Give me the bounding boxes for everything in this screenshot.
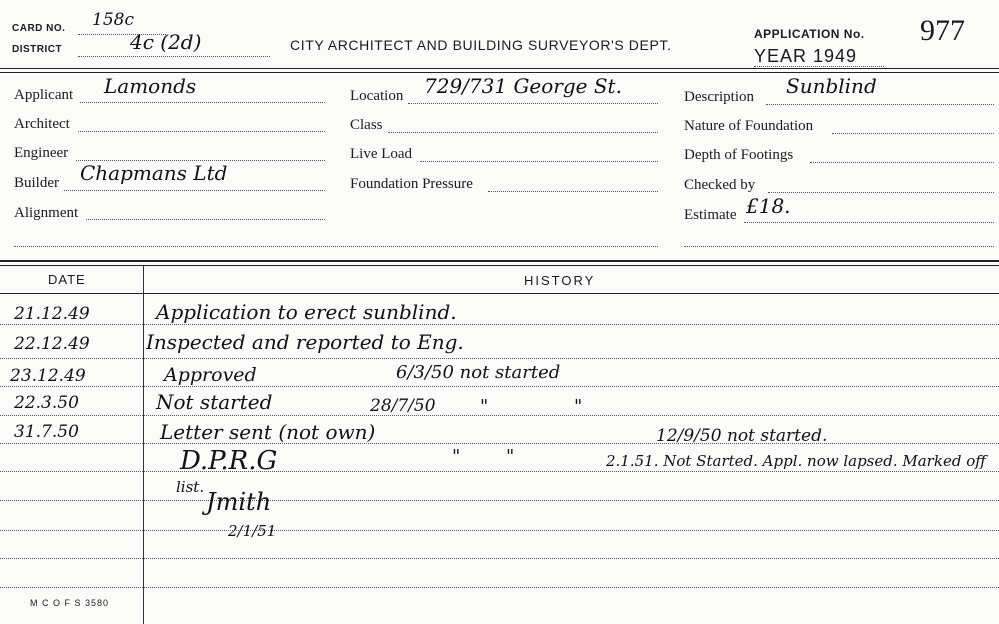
row-line: [0, 500, 999, 501]
engineer-label: Engineer: [14, 145, 69, 161]
applicant-label: Applicant: [14, 87, 74, 103]
row-line: [0, 386, 999, 387]
date-header: DATE: [48, 272, 86, 287]
depth-of-footings-line: [810, 162, 994, 163]
row-line: [0, 558, 999, 559]
row-line: [0, 324, 999, 325]
builder-value: Chapmans Ltd: [80, 161, 228, 185]
depth-of-footings-label: Depth of Footings: [684, 147, 794, 163]
class-label: Class: [350, 117, 383, 133]
history-date: 22.12.49: [14, 334, 90, 354]
checked-by-label: Checked by: [684, 177, 756, 193]
history-text: Application to erect sunblind.: [156, 300, 457, 324]
list-label: list.: [176, 478, 205, 496]
nature-of-foundation-label: Nature of Foundation: [684, 118, 814, 134]
card-no-label: CARD NO.: [12, 23, 66, 34]
history-text: Approved: [164, 364, 257, 386]
applicant-line: [80, 102, 325, 103]
row-line: [0, 443, 999, 444]
location-line: [408, 103, 658, 104]
description-value: Sunblind: [786, 74, 877, 98]
row-line: [0, 471, 999, 472]
ditto-mark: ": [452, 446, 461, 467]
year-label: YEAR 1949: [754, 46, 858, 66]
alignment-line: [86, 219, 325, 220]
builder-line: [64, 190, 325, 191]
date-column-divider: [143, 266, 144, 624]
header-rule-top: [0, 68, 999, 69]
description-label: Description: [684, 89, 754, 105]
department-title: CITY ARCHITECT AND BUILDING SURVEYOR'S DEPT.: [290, 37, 672, 53]
year-line: [754, 66, 884, 67]
class-line: [388, 132, 658, 133]
form-code: M C O F S 3580: [30, 598, 110, 608]
live-load-line: [420, 161, 658, 162]
history-text: Letter sent (not own): [160, 420, 376, 444]
signature: Jmith: [206, 488, 272, 516]
history-text: Not started: [156, 390, 273, 414]
note-12-9-50: 12/9/50 not started.: [656, 426, 828, 446]
history-date: 23.12.49: [10, 366, 86, 386]
estimate-value: £18.: [746, 194, 791, 218]
not-started-note-date: 28/7/50: [370, 396, 436, 416]
history-date: 22.3.50: [14, 393, 79, 413]
ditto-mark: ": [480, 396, 489, 417]
location-label: Location: [350, 88, 404, 104]
location-value: 729/731 George St.: [424, 74, 622, 98]
signature: D.P.R.G: [180, 446, 278, 476]
row-line: [0, 415, 999, 416]
header-rule-bottom: [0, 72, 999, 73]
history-date: 31.7.50: [14, 422, 79, 442]
approved-note: 6/3/50 not started: [396, 362, 561, 383]
description-line: [766, 104, 994, 105]
builder-label: Builder: [14, 175, 59, 191]
district-value: 4c (2d): [130, 30, 202, 54]
ditto-mark: ": [574, 396, 583, 417]
checked-by-line: [768, 192, 994, 193]
history-header-rule: [0, 293, 999, 294]
blank-field-line-right: [684, 246, 994, 247]
district-label: DISTRICT: [12, 44, 63, 55]
application-no-label: APPLICATION No.: [754, 27, 865, 41]
row-line: [0, 587, 999, 588]
card-no-value: 158c: [92, 10, 134, 30]
live-load-label: Live Load: [350, 146, 413, 162]
history-date: 21.12.49: [14, 304, 90, 324]
signature-date: 2/1/51: [228, 522, 277, 540]
history-rule-top: [0, 260, 999, 262]
note-2-1-51: 2.1.51. Not Started. Appl. now lapsed. Marked off: [606, 452, 986, 470]
history-header: HISTORY: [524, 273, 596, 288]
district-line: [78, 56, 270, 57]
history-text: Inspected and reported to Eng.: [146, 330, 464, 354]
alignment-label: Alignment: [14, 205, 79, 221]
ditto-mark: ": [506, 446, 515, 467]
row-line: [0, 358, 999, 359]
estimate-line: [744, 222, 994, 223]
application-no-value: 977: [920, 14, 965, 47]
estimate-label: Estimate: [684, 207, 737, 223]
foundation-pressure-line: [488, 191, 658, 192]
applicant-value: Lamonds: [104, 74, 197, 98]
architect-line: [78, 131, 325, 132]
history-rule-bottom: [0, 265, 999, 266]
row-line: [0, 530, 999, 531]
foundation-pressure-label: Foundation Pressure: [350, 176, 473, 192]
blank-field-line: [14, 246, 658, 247]
architect-label: Architect: [14, 116, 70, 132]
nature-of-foundation-line: [832, 133, 994, 134]
